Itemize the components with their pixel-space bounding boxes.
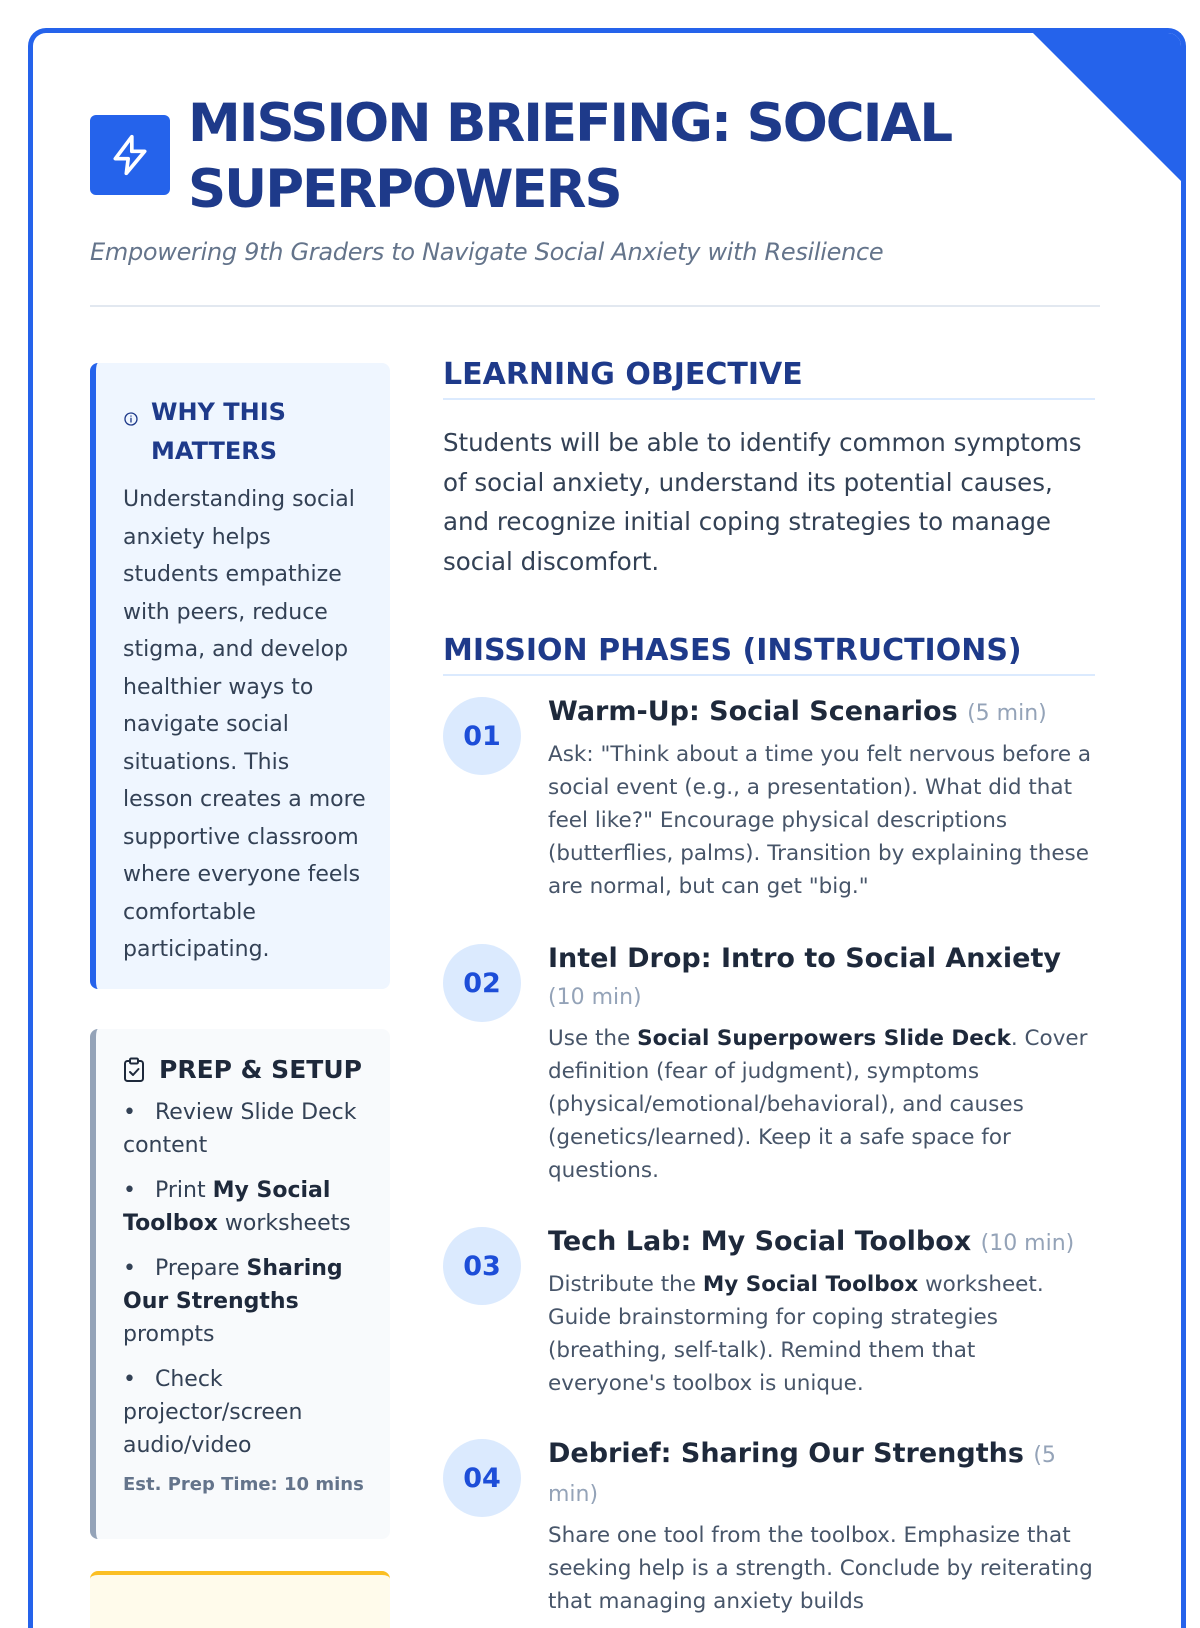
phase-duration: (10 min) (980, 1231, 1075, 1256)
prep-item: • Review Slide Deck content (123, 1100, 357, 1158)
objective-heading: LEARNING OBJECTIVE (443, 357, 1095, 400)
page-title: MISSION BRIEFING: SOCIAL SUPERPOWERS (188, 93, 952, 220)
corner-accent (1031, 31, 1183, 183)
prep-list (123, 1096, 370, 1462)
title-badge (90, 115, 170, 195)
phase-number: 02 (443, 944, 521, 1022)
phase-title: Debrief: Sharing Our Strengths (548, 1438, 1024, 1469)
phase-duration: (10 min) (548, 985, 642, 1010)
prep-item: • Prepare Sharing Our Strengths prompts (123, 1256, 343, 1347)
phase-number: 04 (443, 1439, 521, 1517)
briefing-card (28, 28, 1186, 1628)
prep-item: • Check projector/screen audio/video (123, 1367, 303, 1458)
phase-description: Share one tool from the toolbox. Emphasize that seeking help is a strength. Conclude by reiterating that managing anxiety builds (548, 1523, 1093, 1614)
phase-title: Tech Lab: My Social Toolbox (548, 1226, 972, 1257)
info-circle-icon (123, 409, 139, 429)
phase-number: 01 (443, 697, 521, 775)
phase-description: Use the Social Superpowers Slide Deck. Cover definition (fear of judgment), symptoms (physical/emotional/behavioral), and causes (genetics/learned). Keep it a safe space for questions. (548, 1026, 1088, 1183)
phases-heading: MISSION PHASES (INSTRUCTIONS) (443, 633, 1095, 676)
prep-time: Est. Prep Time: 10 mins (123, 1474, 364, 1495)
prep-title: PREP & SETUP (159, 1055, 362, 1084)
clipboard-check-icon (123, 1057, 145, 1083)
lightning-bolt-icon (108, 133, 152, 177)
phase-description: Ask: "Think about a time you felt nervous before a social event (e.g., a presentation). What did that feel like?" Encourage physical descriptions (butterflies, palms). Transition by explaining these are normal, but can get "big." (548, 742, 1092, 899)
prep-setup-box (90, 1029, 390, 1539)
objective-text: Students will be able to identify common symptoms of social anxiety, understand its potential causes, and recognize initial coping strategies to manage social discomfort. (443, 428, 1082, 576)
why-body: Understanding social anxiety helps students empathize with peers, reduce stigma, and develop healthier ways to navigate social situations. This lesson creates a more supportive classroom where everyone feels comfortable participating. (123, 487, 366, 962)
header-divider (90, 305, 1100, 307)
page-subtitle: Empowering 9th Graders to Navigate Social Anxiety with Resilience (90, 238, 884, 266)
phase-duration: (5 min) (967, 701, 1047, 726)
phase-title: Intel Drop: Intro to Social Anxiety (548, 943, 1061, 974)
why-title: WHY THIS MATTERS (150, 398, 286, 465)
phase-title: Warm-Up: Social Scenarios (548, 696, 958, 727)
phase-number: 03 (443, 1227, 521, 1305)
phase-description: Distribute the My Social Toolbox worksheet. Guide brainstorming for coping strategies (breathing, self-talk). Remind them that everyone's toolbox is unique. (548, 1272, 1044, 1396)
why-this-matters-box (90, 363, 390, 989)
prep-item: • Print My Social Toolbox worksheets (123, 1178, 351, 1236)
phase-duration: (5 min) (548, 1443, 1056, 1507)
